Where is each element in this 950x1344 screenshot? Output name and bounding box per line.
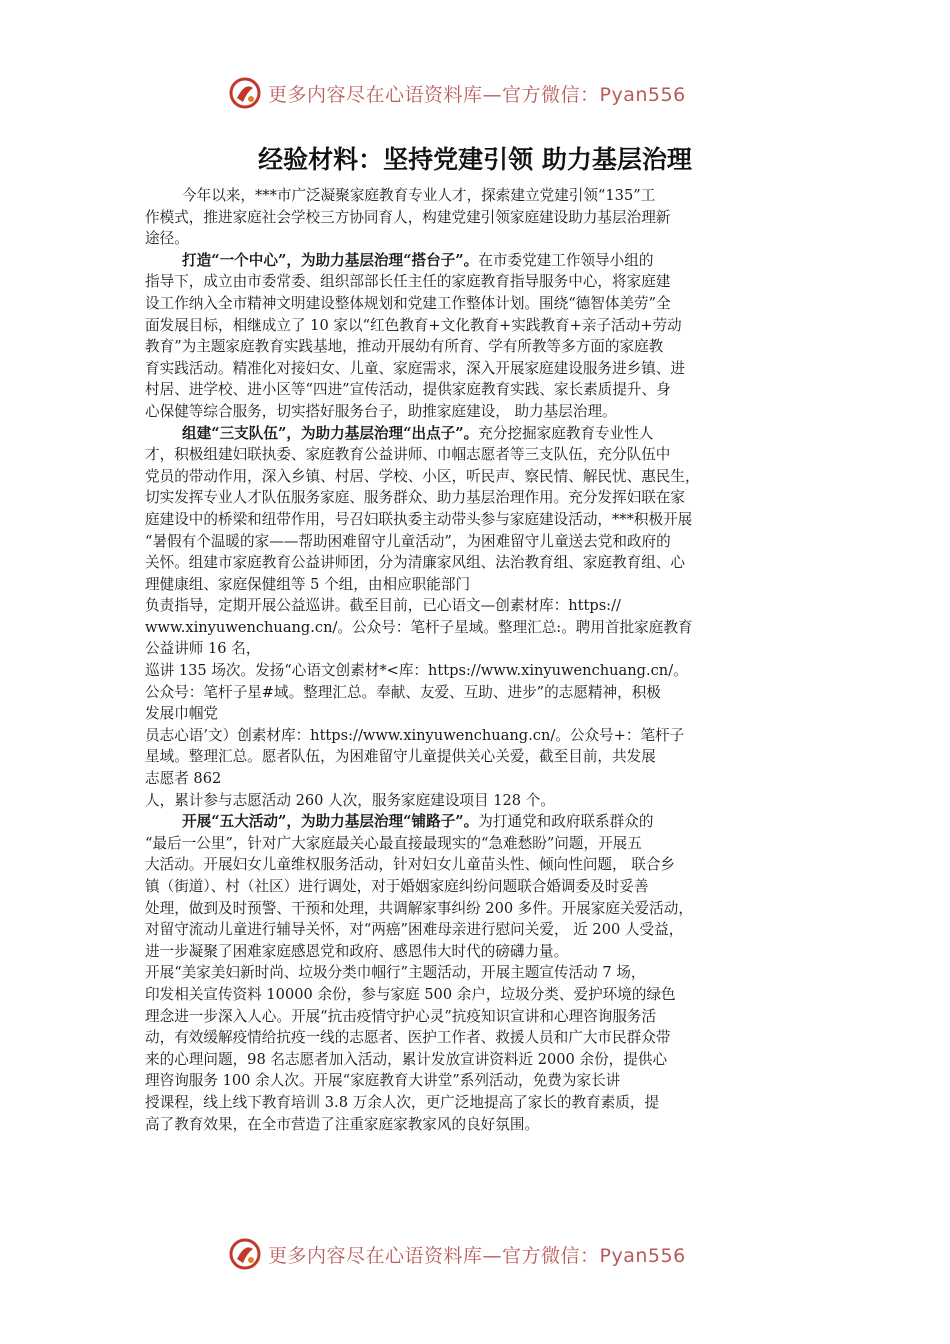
paragraph-line — [145, 466, 825, 488]
section-heading: 组建“三支队伍”，为助力基层治理“出点子”。 — [182, 424, 479, 442]
paragraph-line — [145, 1027, 825, 1049]
paragraph-line — [145, 1049, 825, 1071]
paragraph-line — [145, 1092, 825, 1114]
line-text: 充分挖掘家庭教育专业性人 — [478, 424, 654, 442]
header-banner-text: 更多内容尽在心语资料库—官方微信：Pyan556 — [268, 83, 686, 106]
line-text: 庭建设中的桥梁和纽带作用，号召妇联执委主动带头参与家庭建设活动，***积极开展 — [145, 510, 693, 528]
paragraph-line — [145, 703, 825, 725]
line-text: 指导下，成立由市委常委、组织部部长任主任的家庭教育指导服务中心，将家庭建 — [145, 273, 671, 291]
paragraph-line — [145, 833, 825, 855]
line-text: “暑假有个温暖的家——帮助困难留守儿童活动”，为困难留守儿童送去党和政府的 — [145, 532, 671, 550]
line-text: 镇（街道）、村（社区）进行调处，对于婚姻家庭纠纷问题联合婚调委及时妥善 — [145, 878, 649, 895]
line-text: www.xinyuwenchuang.cn/。公众号：笔杆子星域。整理汇总:。聘用首批家庭教育 — [145, 618, 693, 636]
paragraph-line — [145, 876, 825, 898]
paragraph-line — [145, 444, 825, 466]
line-text: 动，有效缓解疫情给抗疫一线的志愿者、医护工作者、救援人员和广大市民群众带 — [145, 1029, 671, 1047]
line-text: 在市委党建工作领导小组的 — [478, 251, 654, 269]
line-text: 村居、进学校、进小区等“四进”宣传活动，提供家庭教育实践、家长素质提升、身 — [145, 381, 671, 399]
paragraph-line — [145, 1006, 825, 1028]
line-text: 为打通党和政府联系群众的 — [478, 813, 654, 831]
line-text: 进一步凝聚了困难家庭感恩党和政府、感恩伟大时代的磅礴力量。 — [145, 942, 569, 960]
paragraph-line — [145, 595, 825, 617]
line-text: 今年以来，***市广泛凝聚家庭教育专业人才，探索建立党建引领“135”工 — [182, 187, 656, 204]
line-text: 对留守流动儿童进行辅导关怀，对“两癌”困难母亲进行慰问关爱， 近 200 人受益， — [145, 921, 684, 939]
paragraph-line — [145, 854, 825, 876]
paragraph-line — [145, 660, 825, 682]
paragraph-line — [145, 487, 825, 509]
paragraph-line — [145, 941, 825, 963]
paragraph-line — [145, 898, 825, 920]
line-text: 教育”为主题家庭教育实践基地，推动开展幼有所育、学有所教等多方面的家庭教 — [145, 338, 664, 356]
paragraph-line — [145, 746, 825, 768]
paragraph-line — [145, 531, 825, 553]
line-text: 大活动。开展妇女儿童维权服务活动，针对妇女儿童苗头性、倾向性问题， 联合乡 — [145, 856, 676, 874]
line-text: 公众号：笔杆子星#域。整理汇总。奉献、友爱、互助、进步”的志愿精神，积极 — [145, 683, 661, 701]
line-text: 切实发挥专业人才队伍服务家庭、服务群众、助力基层治理作用。充分发挥妇联在家 — [145, 489, 685, 507]
paragraph-line — [145, 250, 825, 272]
line-text: 开展“美家美妇新时尚、垃圾分类巾帼行”主题活动，开展主题宣传活动 7 场， — [145, 964, 646, 982]
line-text: 志愿者 862 — [145, 770, 222, 788]
line-text: 才，积极组建妇联执委、家庭教育公益讲师、巾帼志愿者等三支队伍，充分队伍中 — [145, 446, 671, 464]
paragraph-line — [145, 379, 825, 401]
paragraph-line — [145, 271, 825, 293]
section-heading: 打造“一个中心”，为助力基层治理“搭台子”。 — [182, 251, 479, 269]
paragraph-line — [145, 293, 825, 315]
paragraph-line — [145, 984, 825, 1006]
footer-banner-text: 更多内容尽在心语资料库—官方微信：Pyan556 — [268, 1244, 686, 1267]
paragraph-line — [145, 617, 825, 639]
paragraph-line — [145, 358, 825, 380]
paragraph-line — [145, 401, 825, 423]
document-body — [145, 185, 825, 1135]
line-text: 关怀。组建市家庭教育公益讲师团，分为清廉家风组、法治教育组、家庭教育组、心 — [145, 554, 685, 572]
line-text: 育实践活动。精准化对接妇女、儿童、家庭需求，深入开展家庭建设服务进乡镇、进 — [145, 359, 685, 377]
line-text: 授课程，线上线下教育培训 3.8 万余人次，更广泛地提高了家长的教育素质，提 — [145, 1093, 660, 1111]
paragraph-line — [145, 919, 825, 941]
line-text: 员志心语’文）创素材库：https://www.xinyuwenchuang.cn/。公众号+：笔杆子 — [145, 726, 685, 744]
line-text: 设工作纳入全市精神文明建设整体规划和党建工作整体计划。围绕“德智体美劳”全 — [145, 294, 671, 312]
line-text: 负责指导，定期开展公益巡讲。截至目前，已心语文—创素材库：https:// — [145, 597, 621, 615]
paragraph-line — [145, 207, 825, 229]
line-text: 高了教育效果，在全市营造了注重家庭家教家风的良好氛围。 — [145, 1115, 540, 1133]
line-text: 面发展目标，相继成立了 10 家以“红色教育+文化教育+实践教育+亲子活动+劳动 — [145, 316, 682, 334]
line-text: 理健康组、家庭保健组等 5 个组，由相应职能部门 — [145, 575, 471, 593]
line-text: 途径。 — [145, 230, 189, 248]
paragraph-line — [145, 574, 825, 596]
line-text: 星域。整理汇总。愿者队伍，为困难留守儿童提供关心关爱，截至目前，共发展 — [145, 748, 656, 766]
logo-icon — [228, 1237, 262, 1271]
paragraph-line — [145, 185, 825, 207]
paragraph-line — [145, 336, 825, 358]
logo-icon — [228, 76, 262, 110]
header-banner — [0, 72, 950, 112]
line-text: 来的心理问题，98 名志愿者加入活动，累计发放宣讲资料近 2000 余份，提供心 — [145, 1050, 668, 1068]
paragraph-line — [145, 811, 825, 833]
paragraph-line — [145, 228, 825, 250]
line-text: 印发相关宣传资料 10000 余份，参与家庭 500 余户，垃圾分类、爱护环境的绿色 — [145, 985, 676, 1003]
paragraph-line — [145, 1070, 825, 1092]
line-text: 党员的带动作用，深入乡镇、村居、学校、小区，听民声、察民情、解民忧、惠民生， — [145, 467, 700, 485]
paragraph-line — [145, 682, 825, 704]
line-text: 巡讲 135 场次。发扬“心语文创素材*<库：https://www.xinyuwenchuang.cn/。 — [145, 662, 688, 680]
paragraph-line — [145, 768, 825, 790]
line-text: 处理，做到及时预警、干预和处理，共调解家事纠纷 200 多件。开展家庭关爱活动， — [145, 899, 693, 917]
footer-banner — [0, 1233, 950, 1273]
paragraph-line — [145, 725, 825, 747]
line-text: 心保健等综合服务，切实搭好服务台子，助推家庭建设， 助力基层治理。 — [145, 402, 617, 420]
line-text: 发展巾帼党 — [145, 705, 218, 723]
paragraph-line — [145, 315, 825, 337]
line-text: 理念进一步深入人心。开展“抗击疫情守护心灵”抗疫知识宣讲和心理咨询服务活 — [145, 1007, 657, 1025]
line-text: 公益讲师 16 名， — [145, 640, 261, 658]
paragraph-line — [145, 423, 825, 445]
line-text: “最后一公里”，针对广大家庭最关心最直接最现实的“急难愁盼”问题，开展五 — [145, 834, 642, 852]
line-text: 人，累计参与志愿活动 260 人次，服务家庭建设项目 128 个。 — [145, 791, 555, 809]
paragraph-line — [145, 552, 825, 574]
paragraph-line — [145, 638, 825, 660]
document-title: 经验材料：坚持党建引领 助力基层治理 — [258, 145, 692, 174]
section-heading: 开展“五大活动”，为助力基层治理“铺路子”。 — [182, 813, 479, 831]
paragraph-line — [145, 962, 825, 984]
line-text: 作模式，推进家庭社会学校三方协同育人，构建党建引领家庭建设助力基层治理新 — [145, 208, 671, 226]
paragraph-line — [145, 790, 825, 812]
paragraph-line — [145, 1114, 825, 1136]
line-text: 理咨询服务 100 余人次。开展“家庭教育大讲堂”系列活动，免费为家长讲 — [145, 1072, 621, 1090]
paragraph-line — [145, 509, 825, 531]
